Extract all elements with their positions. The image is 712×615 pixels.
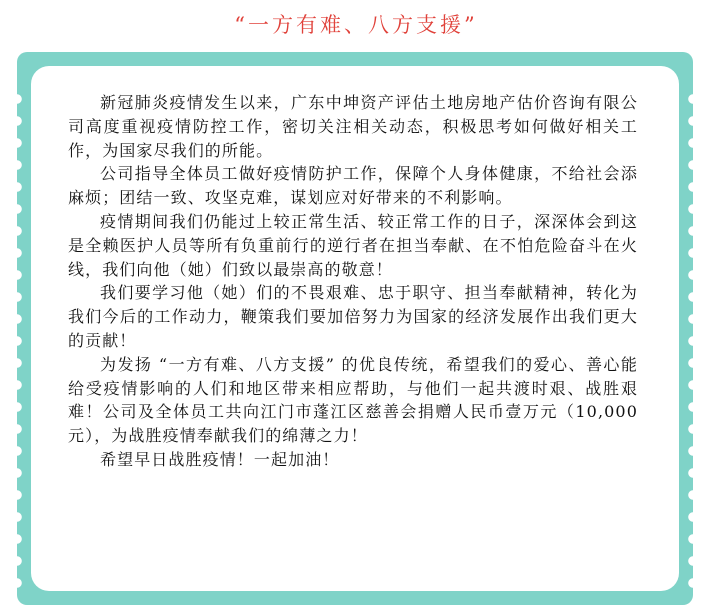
paragraph-1: 新冠肺炎疫情发生以来，广东中坤资产评估土地房地产估价咨询有限公司高度重视疫情防控工作，密切关注相关动态，积极思考如何做好相关工作，为国家尽我们的所能。	[68, 93, 638, 160]
article-body	[68, 91, 638, 472]
notebook-paper	[31, 66, 679, 591]
paragraph-4: 我们要学习他（她）们的不畏艰难、忠于职守、担当奉献精神，转化为我们今后的工作动力，鞭策我们要加倍努力为国家的经济发展作出我们更大的贡献！	[68, 283, 638, 350]
notebook-frame	[17, 52, 693, 605]
binding-holes-right	[686, 88, 700, 588]
paragraph-5: 为发扬 “一方有难、八方支援” 的优良传统，希望我们的爱心、善心能给受疫情影响的人们和地区带来相应帮助，与他们一起共渡时艰、战胜艰难！公司及全体员工共向江门市蓬江区慈善会捐赠人民币壹万元（10,000元），为战胜疫情奉献我们的绵薄之力！	[68, 354, 638, 446]
binding-holes-left	[10, 88, 24, 588]
page-title: “一方有难、八方支援”	[234, 13, 478, 37]
paragraph-2: 公司指导全体员工做好疫情防护工作，保障个人身体健康，不给社会添麻烦；团结一致、攻坚克难，谋划应对好带来的不利影响。	[68, 164, 638, 208]
paragraph-3: 疫情期间我们仍能过上较正常生活、较正常工作的日子，深深体会到这是全赖医护人员等所有负重前行的逆行者在担当奉献、在不怕危险奋斗在火线，我们向他（她）们致以最崇高的敬意！	[68, 211, 638, 279]
paragraph-6: 希望早日战胜疫情！一起加油！	[100, 449, 340, 469]
